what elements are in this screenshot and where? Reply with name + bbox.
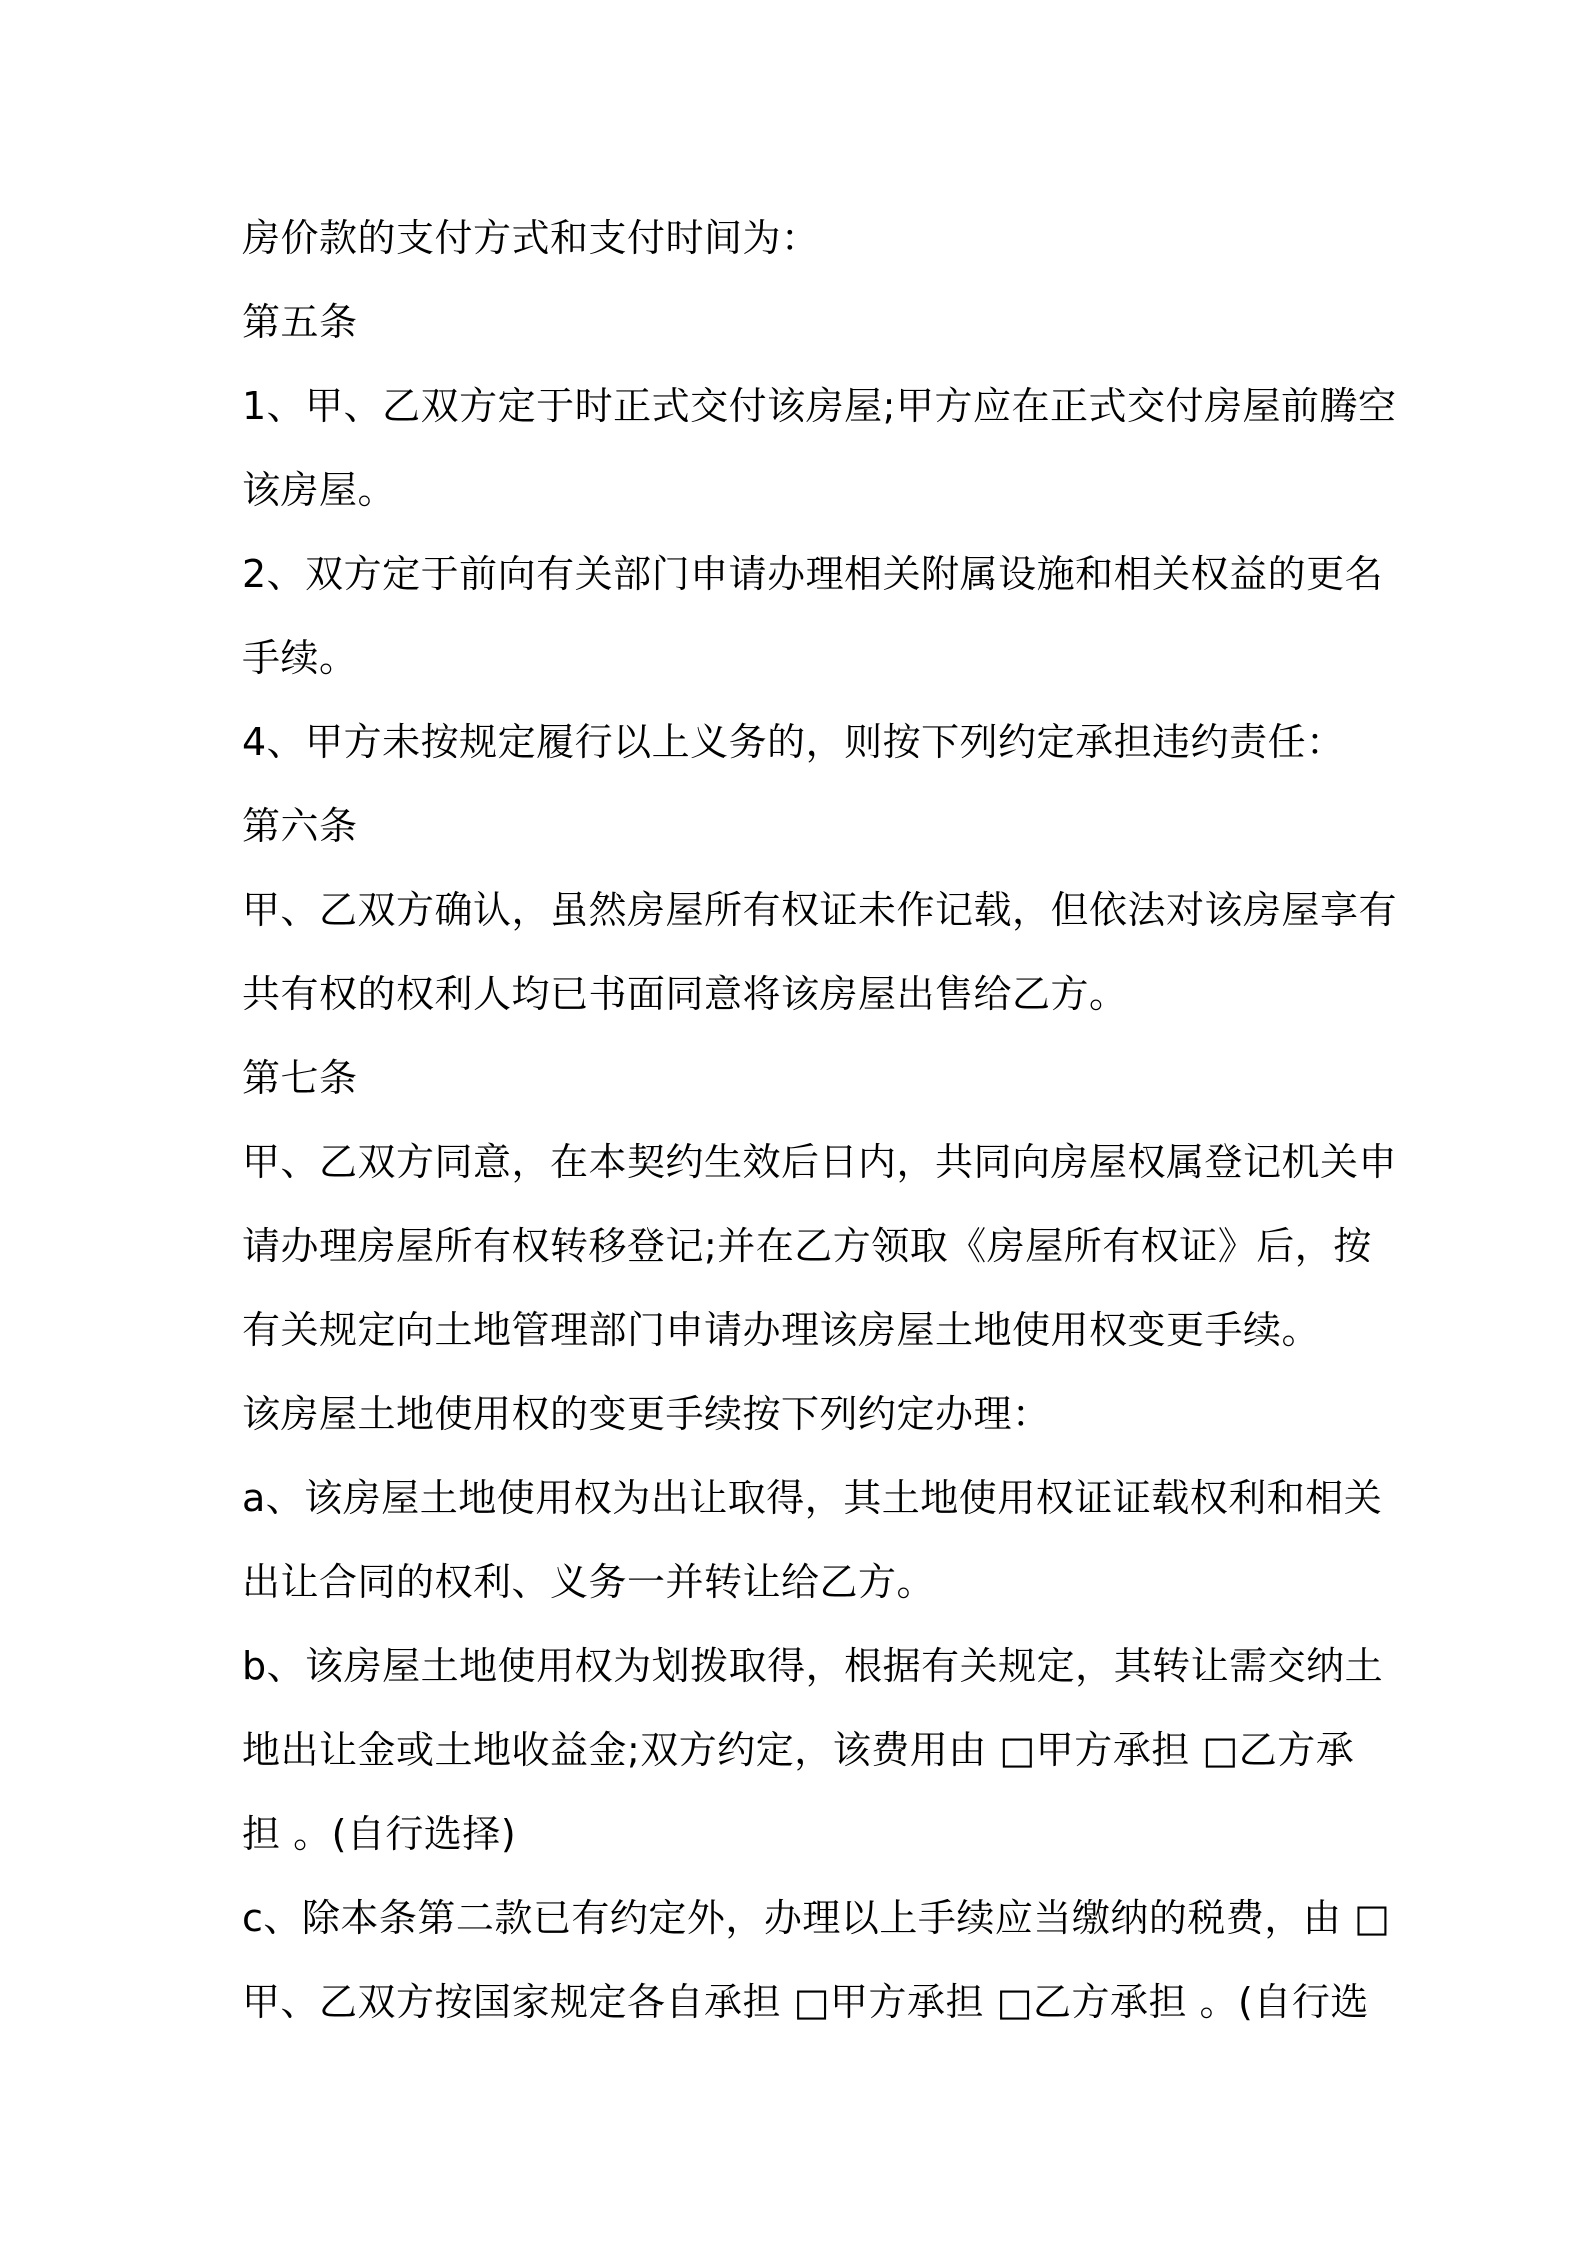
text-line: 房价款的支付方式和支付时间为：	[242, 216, 820, 260]
text-line: 1、甲、乙双方定于时正式交付该房屋;甲方应在正式交付房屋前腾空	[242, 384, 1397, 428]
text-line: 该房屋土地使用权的变更手续按下列约定办理：	[242, 1392, 1051, 1436]
text-line: 甲、乙双方同意，在本契约生效后日内，共同向房屋权属登记机关申	[242, 1140, 1398, 1184]
text-line: 出让合同的权利、义务一并转让给乙方。	[242, 1560, 936, 1604]
text-line: c、除本条第二款已有约定外，办理以上手续应当缴纳的税费，由 □	[242, 1896, 1391, 1940]
article-heading: 第六条	[242, 804, 358, 848]
text-line: 共有权的权利人均已书面同意将该房屋出售给乙方。	[242, 972, 1128, 1016]
text-line: 有关规定向土地管理部门申请办理该房屋土地使用权变更手续。	[242, 1308, 1321, 1352]
article-heading: 第七条	[242, 1056, 358, 1100]
text-line: 2、双方定于前向有关部门申请办理相关附属设施和相关权益的更名	[242, 552, 1384, 596]
text-line: 4、甲方未按规定履行以上义务的，则按下列约定承担违约责任：	[242, 720, 1345, 764]
text-line: 该房屋。	[242, 468, 397, 512]
text-line: 手续。	[242, 636, 358, 680]
text-line: 甲、乙双方确认，虽然房屋所有权证未作记载，但依法对该房屋享有	[242, 888, 1398, 932]
text-line: 地出让金或土地收益金;双方约定，该费用由 □甲方承担 □乙方承	[242, 1728, 1355, 1772]
text-line: b、该房屋土地使用权为划拨取得，根据有关规定，其转让需交纳土	[242, 1644, 1384, 1688]
article-heading: 第五条	[242, 300, 358, 344]
text-line: 担 。(自行选择)	[242, 1812, 517, 1856]
document-page	[242, 196, 1398, 2044]
text-line: a、该房屋土地使用权为出让取得，其土地使用权证证载权利和相关	[242, 1476, 1383, 1520]
text-line: 请办理房屋所有权转移登记;并在乙方领取《房屋所有权证》后，按	[242, 1224, 1372, 1268]
text-line: 甲、乙双方按国家规定各自承担 □甲方承担 □乙方承担 。(自行选	[242, 1980, 1369, 2024]
